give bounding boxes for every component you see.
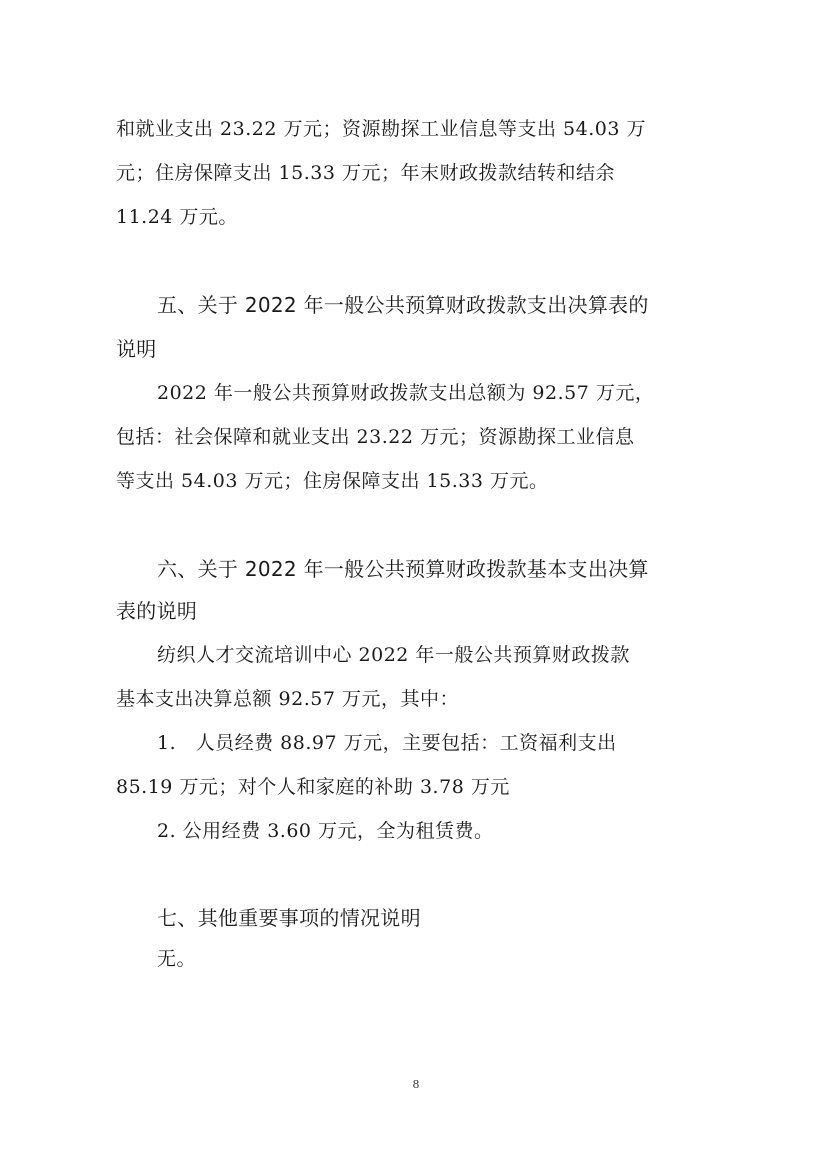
list-item-1: 1. 人员经费 88.97 万元，主要包括：工资福利支出: [157, 732, 617, 754]
section-7-body: 无。: [157, 948, 197, 970]
body-text-line: 基本支出决算总额 92.57 万元，其中：: [116, 688, 459, 710]
section-6-heading: 六、关于 2022 年一般公共预算财政拨款基本支出决算: [157, 557, 649, 581]
body-text-line: 包括：社会保障和就业支出 23.22 万元；资源勘探工业信息: [116, 426, 635, 448]
page-number: 8: [412, 1078, 420, 1091]
section-7-heading: 七、其他重要事项的情况说明: [157, 906, 421, 930]
body-text-line: 和就业支出 23.22 万元；资源勘探工业信息等支出 54.03 万: [116, 118, 646, 140]
section-6-heading-cont: 表的说明: [116, 599, 198, 623]
body-text-line: 85.19 万元；对个人和家庭的补助 3.78 万元: [116, 776, 510, 798]
section-5-heading: 五、关于 2022 年一般公共预算财政拨款支出决算表的: [157, 293, 649, 317]
section-5-heading-cont: 说明: [116, 337, 157, 361]
body-text-line: 11.24 万元。: [116, 206, 238, 228]
body-text-line: 纺织人才交流培训中心 2022 年一般公共预算财政拨款: [157, 644, 630, 666]
body-text-line: 元；住房保障支出 15.33 万元；年末财政拨款结转和结余: [116, 162, 615, 184]
body-text-line: 等支出 54.03 万元；住房保障支出 15.33 万元。: [116, 470, 549, 492]
list-item-2: 2. 公用经费 3.60 万元，全为租赁费。: [157, 820, 494, 842]
body-text-line: 2022 年一般公共预算财政拨款支出总额为 92.57 万元，: [157, 382, 655, 404]
